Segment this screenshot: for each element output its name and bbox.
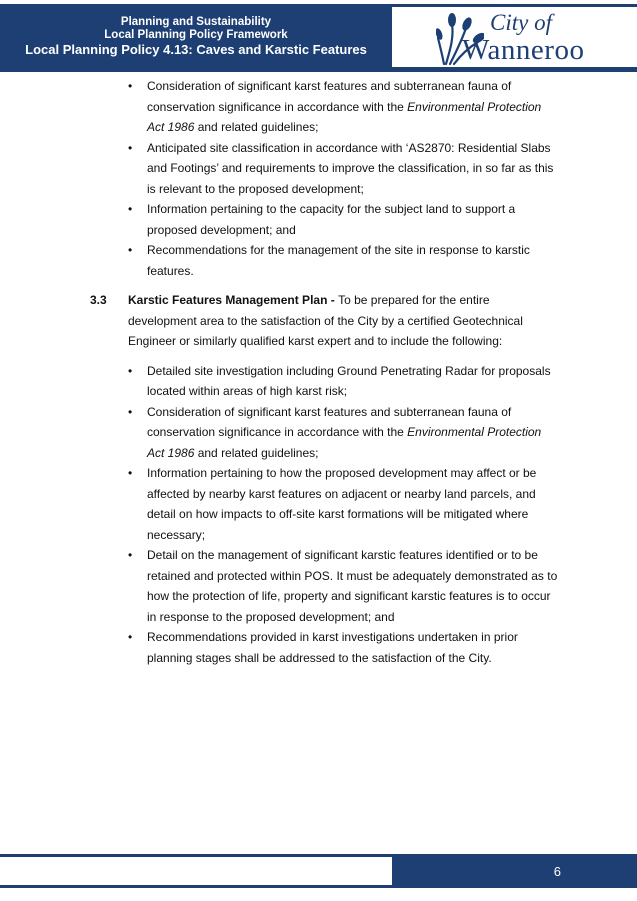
list-item: • Recommendations provided in karst investigations undertaken in prior planning stages shall be addressed to the satisfaction of the City.: [0, 627, 637, 668]
bullet-icon: •: [128, 466, 133, 480]
bullet-icon: •: [128, 630, 133, 644]
page-footer: [0, 854, 637, 901]
list-item: • Consideration of significant karst features and subterranean fauna of conservation significance in accordance with the Environmental Protection Act 1986 and related guidelines;: [0, 76, 637, 138]
list-item: • Consideration of significant karst features and subterranean fauna of conservation significance in accordance with the Environmental Protection Act 1986 and related guidelines;: [0, 402, 637, 464]
logo-wanneroo-text: Wanneroo: [462, 34, 585, 66]
section-3-3: [0, 290, 637, 352]
page-number: 6: [553, 863, 561, 879]
section-body: To be prepared for the entire development area to the satisfaction of the City by a certified Geotechnical Engineer or similarly qualified karst expert and to include the following:: [128, 293, 523, 348]
bullet-icon: •: [128, 363, 133, 378]
page-number-band: [392, 854, 637, 888]
list-item: • Information pertaining to how the proposed development may affect or be affected by nearby karst features on adjacent or nearby land parcels, and detail on how impacts to off-site karst formations will be mitigated where necessary;: [0, 463, 637, 545]
header-divider: [0, 70, 637, 72]
bullet-list-site-investigation: [0, 76, 637, 281]
section-title: Karstic Features Management Plan -: [128, 293, 339, 307]
list-item: • Recommendations for the management of the site in response to karstic features.: [0, 240, 637, 281]
page-header: [0, 0, 637, 72]
bullet-icon: •: [128, 140, 133, 155]
bullet-icon: •: [128, 548, 133, 562]
bullet-icon: •: [128, 243, 133, 257]
header-title-band: [0, 4, 392, 70]
footer-divider-top: [0, 854, 392, 857]
logo-city-text: City of: [490, 10, 552, 35]
section-number: 3.3: [90, 293, 107, 307]
header-department: Planning and Sustainability: [120, 16, 272, 28]
list-item: • Information pertaining to the capacity for the subject land to support a proposed development; and: [0, 199, 637, 240]
list-item: • Anticipated site classification in accordance with ‘AS2870: Residential Slabs and Footings’ and requirements to improve the classification, in so far as this is relevant to the proposed development;: [0, 138, 637, 200]
bullet-icon: •: [128, 79, 133, 93]
header-policy-title: Local Planning Policy 4.13: Caves and Karstic Features: [25, 42, 367, 57]
list-item: • Detailed site investigation including Ground Penetrating Radar for proposals located within areas of high karst risk;: [0, 361, 637, 402]
page-body: [0, 76, 637, 668]
header-framework: Local Planning Policy Framework: [104, 29, 288, 41]
footer-divider-bottom: [0, 885, 392, 888]
bullet-icon: •: [128, 404, 133, 419]
bullet-list-management-plan: [0, 361, 637, 669]
list-item: • Detail on the management of significant karstic features identified or to be retained and protected within POS. It must be adequately demonstrated as to how the protection of life, property and significant karstic features is to occur in response to the proposed development; and: [0, 545, 637, 627]
bullet-icon: •: [128, 202, 133, 216]
